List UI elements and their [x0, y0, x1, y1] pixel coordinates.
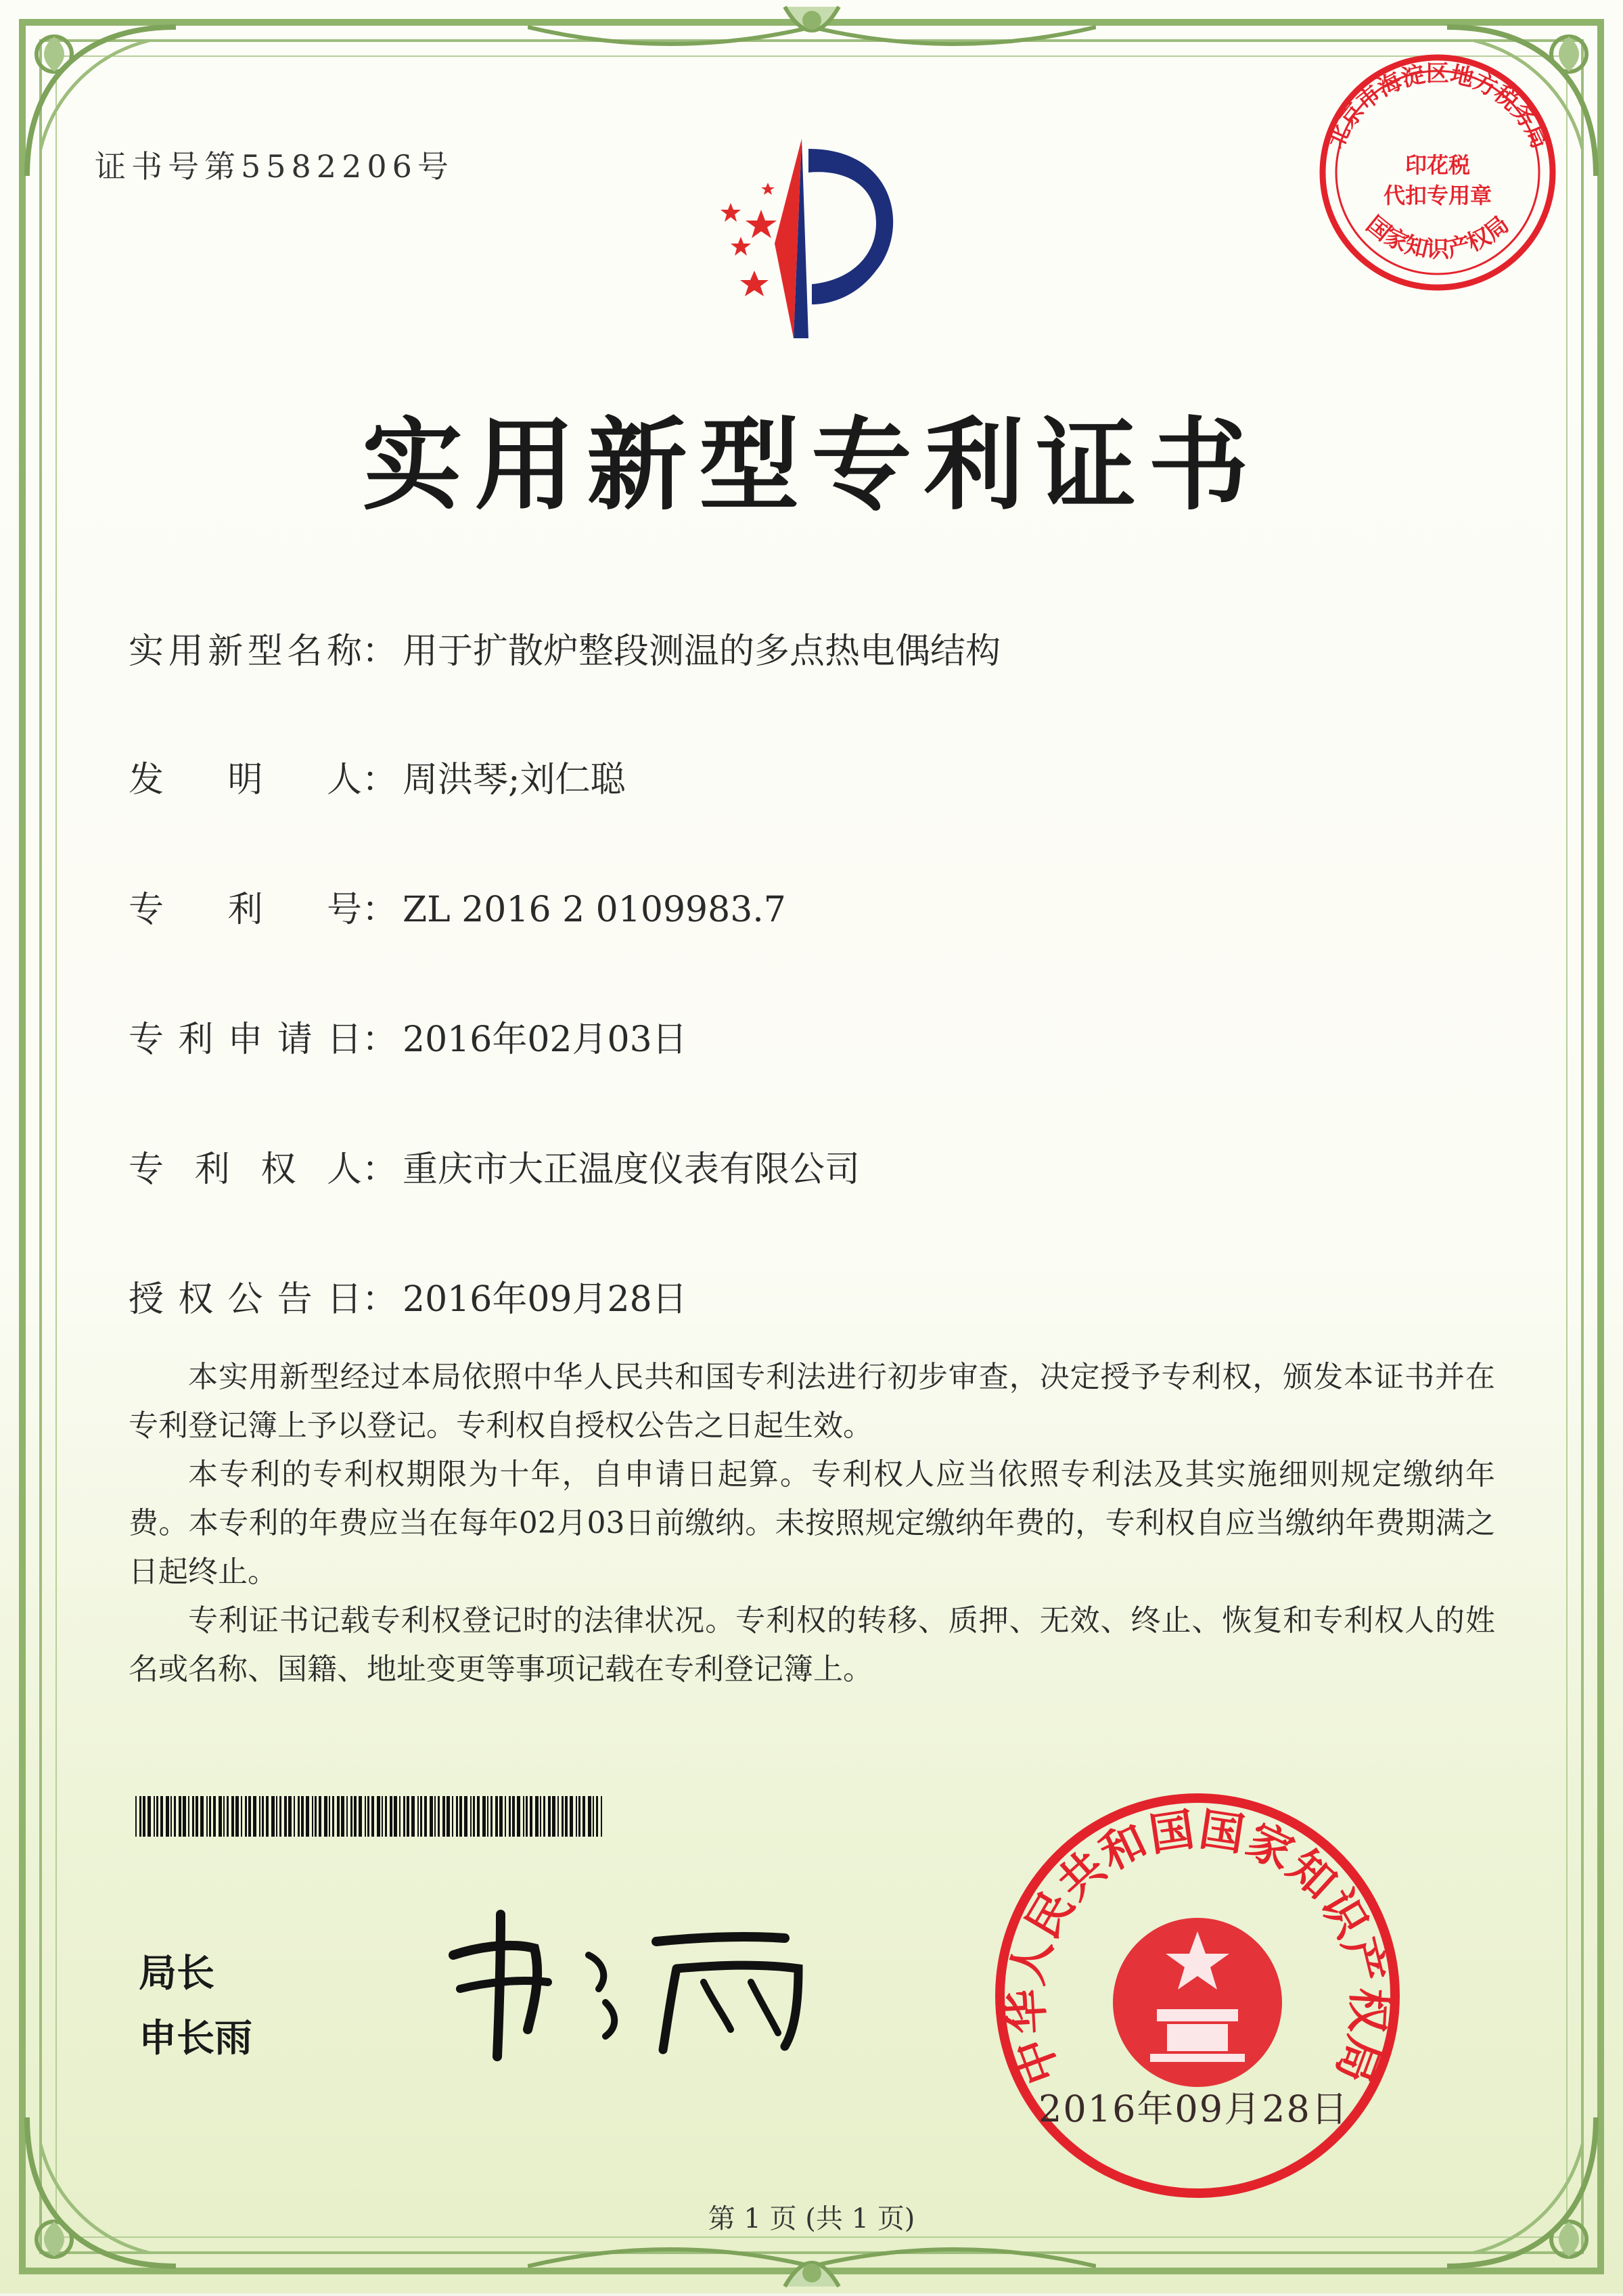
barcode-bar: [206, 1796, 208, 1837]
barcode-bar: [548, 1796, 551, 1837]
barcode-bar: [509, 1796, 511, 1837]
barcode-bar: [371, 1796, 374, 1837]
barcode-bar: [495, 1796, 498, 1837]
bottom-ornament: [528, 2232, 1096, 2293]
barcode-bar: [319, 1796, 321, 1837]
director-block: [139, 1942, 252, 2071]
barcode-bar: [578, 1796, 580, 1837]
barcode-bar: [315, 1796, 317, 1837]
barcode-bar: [223, 1796, 225, 1837]
barcode-bar: [543, 1796, 545, 1837]
tax-stamp-seal: [1309, 47, 1566, 298]
barcode-bar: [365, 1796, 366, 1837]
barcode-bar: [213, 1796, 216, 1837]
barcode-bar: [399, 1796, 401, 1837]
barcode-bar: [377, 1796, 380, 1837]
barcode-bar: [385, 1796, 387, 1837]
top-ornament: [528, 0, 1096, 61]
director-name: 申长雨: [139, 2017, 252, 2061]
barcode-bar: [235, 1796, 239, 1837]
barcode-bar: [143, 1796, 145, 1837]
barcode-bar: [535, 1796, 539, 1837]
barcode-bar: [442, 1796, 445, 1837]
tax-seal-line2: 代扣专用章: [1383, 183, 1492, 208]
barcode-bar: [139, 1796, 141, 1837]
barcode-bar: [565, 1796, 568, 1837]
barcode-bar: [411, 1796, 415, 1837]
barcode-bar: [456, 1796, 458, 1837]
page-number: 第 1 页 (共 1 页): [708, 2203, 915, 2234]
barcode-bar: [332, 1796, 334, 1837]
barcode-bar: [259, 1796, 260, 1837]
barcode-bar: [407, 1796, 409, 1837]
patent-office-seal: [988, 1786, 1407, 2205]
field-label: 专利号: [129, 890, 362, 930]
barcode-bar: [530, 1796, 532, 1837]
barcode-bar: [166, 1796, 169, 1837]
barcode-bar: [262, 1796, 264, 1837]
barcode-bar: [552, 1796, 555, 1837]
svg-text:国家知识产权局: [1361, 211, 1515, 263]
barcode-bar: [160, 1796, 163, 1837]
barcode-bar: [248, 1796, 251, 1837]
barcode-bar: [576, 1796, 577, 1837]
field-value: 2016年09月28日: [403, 1279, 687, 1320]
barcode-bar: [394, 1796, 397, 1837]
barcode-bar: [557, 1796, 559, 1837]
barcode-bar: [219, 1796, 222, 1837]
barcode-bar: [288, 1796, 292, 1837]
barcode-bar: [596, 1796, 598, 1837]
barcode-bar: [523, 1796, 524, 1837]
barcode-bar: [473, 1796, 475, 1837]
field-value: ZL 2016 2 0109983.7: [403, 890, 786, 930]
barcode-bar: [434, 1796, 436, 1837]
field-patent-number: 专利号： ZL 2016 2 0109983.7: [129, 881, 786, 932]
seal-date: 2016年09月28日: [1038, 2088, 1349, 2130]
barcode-bar: [337, 1796, 340, 1837]
tax-seal-bottom-text: 国家知识产权局: [1361, 210, 1515, 263]
barcode-bar: [276, 1796, 277, 1837]
barcode-bar: [284, 1796, 287, 1837]
barcode-bar: [245, 1796, 247, 1837]
svg-text:北京市海淀区地方税务局: [1322, 60, 1553, 153]
field-label: 实用新型名称: [129, 631, 362, 672]
barcode-bar: [512, 1796, 515, 1837]
barcode: [135, 1796, 602, 1837]
barcode-bar: [424, 1796, 427, 1837]
barcode-bar: [470, 1796, 472, 1837]
barcode-bar: [390, 1796, 392, 1837]
barcode-bar: [312, 1796, 313, 1837]
barcode-bar: [329, 1796, 330, 1837]
barcode-bar: [477, 1796, 480, 1837]
barcode-bar: [188, 1796, 189, 1837]
barcode-bar: [562, 1796, 564, 1837]
barcode-bar: [417, 1796, 419, 1837]
barcode-bar: [306, 1796, 309, 1837]
field-inventor: 发明人： 周洪琴;刘仁聪: [129, 751, 626, 802]
barcode-bar: [367, 1796, 369, 1837]
barcode-bar: [464, 1796, 467, 1837]
tax-seal-line1: 印花税: [1404, 152, 1471, 178]
director-title: 局长: [139, 1952, 214, 1996]
barcode-bar: [540, 1796, 541, 1837]
office-seal-arc-text: 中华人民共和国国家知识产权局: [999, 1803, 1396, 2091]
barcode-bar: [174, 1796, 176, 1837]
barcode-bar: [447, 1796, 450, 1837]
field-utility-model-name: 实用新型名称： 用于扩散炉整段测温的多点热电偶结构: [129, 622, 1001, 673]
barcode-bar: [482, 1796, 486, 1837]
barcode-bar: [403, 1796, 405, 1837]
field-label: 授权公告日: [129, 1279, 362, 1320]
barcode-bar: [271, 1796, 275, 1837]
barcode-bar: [570, 1796, 573, 1837]
barcode-bar: [147, 1796, 151, 1837]
barcode-bar: [156, 1796, 158, 1837]
barcode-bar: [582, 1796, 585, 1837]
field-label: 专利申请日: [129, 1019, 362, 1060]
barcode-bar: [350, 1796, 352, 1837]
barcode-bar: [346, 1796, 348, 1837]
barcode-bar: [231, 1796, 234, 1837]
field-value: 重庆市大正温度仪表有限公司: [403, 1149, 861, 1190]
barcode-bar: [279, 1796, 281, 1837]
barcode-bar: [324, 1796, 327, 1837]
field-label: 发明人: [129, 760, 362, 800]
barcode-bar: [196, 1796, 198, 1837]
body-paragraph: 本专利的专利权期限为十年，自申请日起算。专利权人应当依照专利法及其实施细则规定缴纳年费。本专利的年费应当在每年02月03日前缴纳。未按照规定缴纳年费的，专利权自应当缴纳年费期满之日起终止。: [129, 1457, 1495, 1589]
barcode-bar: [452, 1796, 453, 1837]
barcode-bar: [209, 1796, 211, 1837]
corner-ornament: [14, 2104, 189, 2280]
barcode-bar: [227, 1796, 229, 1837]
director-signature: [433, 1901, 839, 2063]
barcode-bar: [499, 1796, 503, 1837]
barcode-bar: [593, 1796, 594, 1837]
barcode-bar: [241, 1796, 242, 1837]
barcode-bar: [459, 1796, 462, 1837]
body-paragraph: 本实用新型经过本局依照中华人民共和国专利法进行初步审查，决定授予专利权，颁发本证书并在专利登记簿上予以登记。专利权自授权公告之日起生效。: [129, 1360, 1495, 1443]
barcode-bar: [200, 1796, 204, 1837]
field-grant-date: 授权公告日： 2016年09月28日: [129, 1270, 687, 1321]
barcode-bar: [266, 1796, 269, 1837]
barcode-bar: [517, 1796, 520, 1837]
barcode-bar: [382, 1796, 383, 1837]
barcode-bar: [294, 1796, 295, 1837]
field-value: 周洪琴;刘仁聪: [403, 760, 626, 800]
field-value: 2016年02月03日: [403, 1019, 687, 1060]
certificate-body: [129, 1353, 1495, 1694]
barcode-bar: [179, 1796, 181, 1837]
barcode-bar: [135, 1796, 137, 1837]
barcode-bar: [601, 1796, 602, 1837]
barcode-bar: [430, 1796, 433, 1837]
barcode-bar: [588, 1796, 591, 1837]
barcode-bar: [526, 1796, 528, 1837]
barcode-bar: [438, 1796, 440, 1837]
certificate-title: 实用新型专利证书: [362, 406, 1261, 524]
barcode-bar: [192, 1796, 194, 1837]
barcode-bar: [487, 1796, 488, 1837]
field-value: 用于扩散炉整段测温的多点热电偶结构: [403, 631, 1001, 672]
barcode-bar: [170, 1796, 172, 1837]
barcode-bar: [505, 1796, 506, 1837]
field-label: 专利权人: [129, 1149, 362, 1190]
barcode-bar: [341, 1796, 344, 1837]
tax-seal-arc-text: 北京市海淀区地方税务局: [1321, 60, 1554, 153]
barcode-bar: [183, 1796, 186, 1837]
body-paragraph: 专利证书记载专利权登记时的法律状况。专利权的转移、质押、无效、终止、恢复和专利权人的姓名或名称、国籍、地址变更等事项记载在专利登记簿上。: [129, 1603, 1495, 1686]
barcode-bar: [301, 1796, 304, 1837]
corner-ornament: [1434, 2104, 1609, 2280]
barcode-bar: [253, 1796, 256, 1837]
barcode-bar: [154, 1796, 155, 1837]
field-application-date: 专利申请日： 2016年02月03日: [129, 1011, 687, 1061]
barcode-bar: [359, 1796, 362, 1837]
barcode-bar: [420, 1796, 422, 1837]
barcode-bar: [490, 1796, 493, 1837]
barcode-bar: [354, 1796, 357, 1837]
patent-office-logo: [673, 135, 957, 345]
field-patentee: 专利权人： 重庆市大正温度仪表有限公司: [129, 1141, 860, 1191]
certificate-number: 证书号第5582206号: [95, 148, 454, 185]
barcode-bar: [298, 1796, 300, 1837]
